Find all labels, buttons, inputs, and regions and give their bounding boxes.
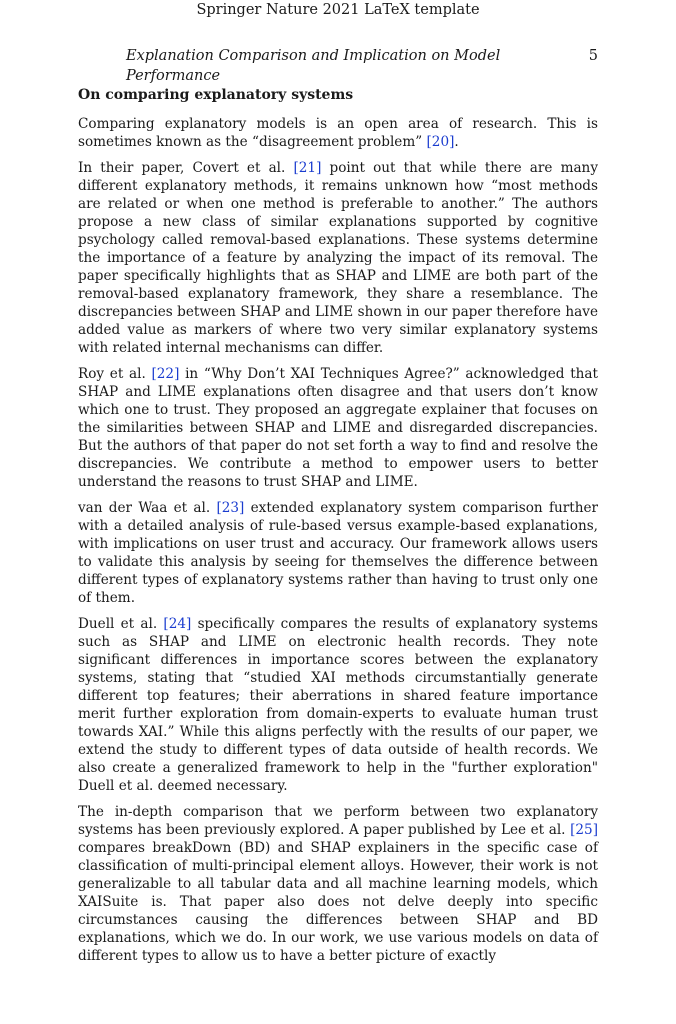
paragraph-duell xyxy=(78,615,598,795)
page-body xyxy=(78,85,598,973)
paragraph-text: in “Why Don’t XAI Techniques Agree?” acknowledged that SHAP and LIME explanations often disagree and that users don’t know which one to trust. They proposed an aggregate explainer that focuses on the similarities between SHAP and LIME and disregarded discrepancies. But the authors of that paper do not set forth a way to find and resolve the discrepancies. We contribute a method to empower users to better understand the reasons to trust SHAP and LIME. xyxy=(78,366,598,490)
paragraph-covert xyxy=(78,159,598,357)
paragraph-text: Roy et al. xyxy=(78,366,152,382)
paragraph-text: point out that while there are many different explanatory methods, it remains unknown how “most methods are related or when one method is preferable to another.” The authors propose a new class of similar explanations supported by cognitive psychology called removal-based explanations. These systems determine the importance of a feature by analyzing the impact of its removal. The paper specifically highlights that as SHAP and LIME are both part of the removal-based explanatory framework, they share a resemblance. The discrepancies between SHAP and LIME shown in our paper therefore have added value as markers of where two very similar explanatory systems with related internal mechanisms can differ. xyxy=(78,160,598,356)
citation-link-25[interactable]: [25] xyxy=(570,822,598,838)
page-number: 5 xyxy=(588,48,598,64)
section-heading: On comparing explanatory systems xyxy=(78,87,354,103)
citation-link-23[interactable]: [23] xyxy=(216,500,245,516)
paragraph-text: In their paper, Covert et al. xyxy=(78,160,294,176)
paragraph-text: . xyxy=(454,134,459,150)
paragraph-text: The in-depth comparison that we perform between two explanatory systems has been previously explored. A paper published by Lee et al. xyxy=(78,804,598,838)
citation-link-20[interactable]: [20] xyxy=(426,134,455,150)
paragraph-text: Comparing explanatory models is an open area of research. This is sometimes known as the “disagreement problem” xyxy=(78,116,598,150)
paragraph-van-der-waa xyxy=(78,499,598,607)
running-head-title: Explanation Comparison and Implication on Model Performance xyxy=(126,48,501,84)
paragraph-text: specifically compares the results of explanatory systems such as SHAP and LIME on electronic health records. They note significant differences in importance scores between the explanatory systems, stating that “studied XAI methods circumstantially generate different top features; their aberrations in shared feature importance merit further exploration from domain-experts to evaluate human trust towards XAI.” While this aligns perfectly with the results of our paper, we extend the study to different types of data outside of health records. We also create a generalized framework to help in the "further exploration" Duell et al. deemed necessary. xyxy=(78,616,598,794)
template-header: Springer Nature 2021 LaTeX template xyxy=(196,2,480,18)
paragraph-text: compares breakDown (BD) and SHAP explainers in the specific case of classification of multi-principal element alloys. However, their work is not generalizable to all tabular data and all machine learning models, which XAISuite is. That paper also does not delve deeply into specific circumstances causing the differences between SHAP and BD explanations, which we do. In our work, we use various models on data of different types to allow us to have a better picture of exactly xyxy=(78,840,598,964)
citation-link-21[interactable]: [21] xyxy=(293,160,322,176)
paragraph-text: Duell et al. xyxy=(78,616,164,632)
citation-link-22[interactable]: [22] xyxy=(151,366,180,382)
paragraph-roy xyxy=(78,365,598,491)
paragraph-lee xyxy=(78,803,598,965)
paragraph-disagreement-problem xyxy=(78,115,598,151)
paragraph-text: extended explanatory system comparison further with a detailed analysis of rule-based versus example-based explanations, with implications on user trust and accuracy. Our framework allows users to validate this analysis by seeing for themselves the difference between different types of explanatory systems rather than having to trust only one of them. xyxy=(78,500,599,606)
citation-link-24[interactable]: [24] xyxy=(163,616,192,632)
paragraph-text: van der Waa et al. xyxy=(78,500,217,516)
